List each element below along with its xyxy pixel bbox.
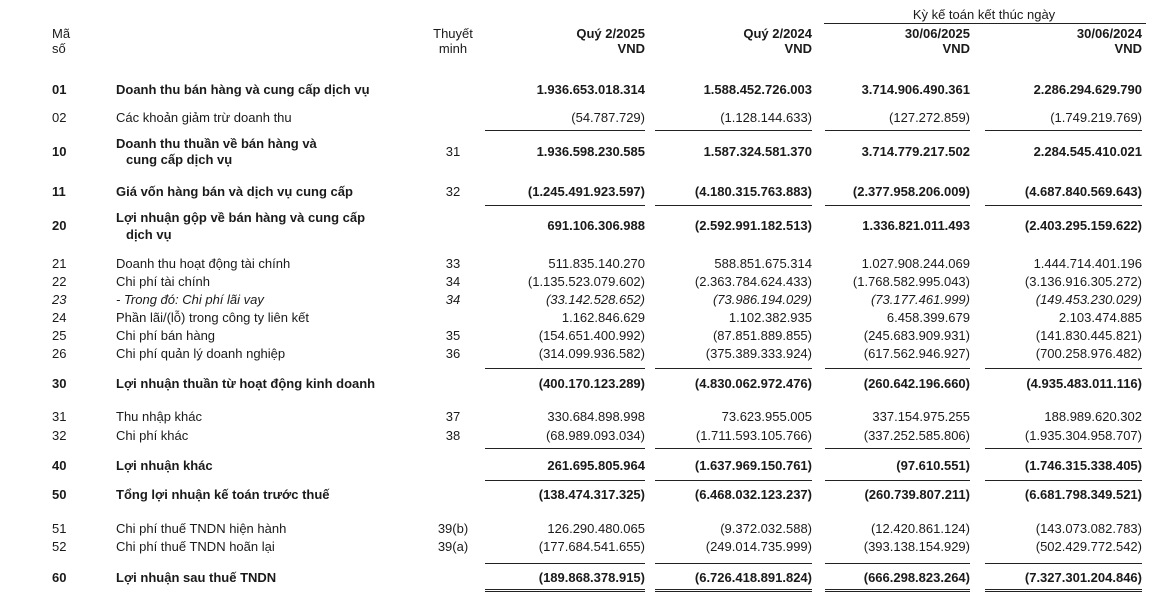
row-value: (7.327.301.204.846) [1024,570,1142,585]
note-header-line1: Thuyết [433,26,473,41]
grand-total-rule [485,589,645,592]
row-note: 39(b) [437,521,469,536]
row-note: 39(a) [437,539,469,554]
row-code: 20 [52,218,67,233]
col-ytd-2025-unit: VND [942,41,970,56]
subtotal-rule [485,368,645,369]
row-value: 1.102.382.935 [728,310,812,325]
row-note: 35 [445,328,461,343]
subtotal-rule [985,368,1142,369]
row-code: 24 [52,310,67,325]
row-label: - Trong đó: Chi phí lãi vay [116,292,264,307]
row-value: 511.835.140.270 [548,256,645,271]
row-label: Lợi nhuận khác [116,458,213,473]
row-value: (1.746.315.338.405) [1024,458,1142,473]
row-value: (149.453.230.029) [1035,292,1142,307]
row-value: (141.830.445.821) [1035,328,1142,343]
subtotal-rule [985,563,1142,564]
subtotal-rule [485,205,645,206]
subtotal-rule [985,205,1142,206]
row-value: 2.284.545.410.021 [1033,144,1142,159]
row-value: (2.403.295.159.622) [1024,218,1142,233]
row-label: Thu nhập khác [116,409,203,424]
row-value: (143.073.082.783) [1035,521,1142,536]
row-code: 30 [52,376,67,391]
row-code: 40 [52,458,67,473]
row-code: 25 [52,328,67,343]
row-code: 52 [52,539,67,554]
col-q2-2025-title: Quý 2/2025 [576,26,645,41]
subtotal-rule [985,480,1142,481]
row-value: 1.588.452.726.003 [703,82,812,97]
row-value: (1.749.219.769) [1050,110,1142,125]
row-value: 330.684.898.998 [547,409,645,424]
row-value: 3.714.906.490.361 [861,82,970,97]
row-value: (1.245.491.923.597) [527,184,645,199]
row-value: (249.014.735.999) [705,539,812,554]
row-value: 126.290.480.065 [547,521,645,536]
row-value: (73.986.194.029) [712,292,812,307]
row-code: 01 [52,82,67,97]
subtotal-rule [655,563,812,564]
row-value: 73.623.955.005 [721,409,812,424]
row-code: 60 [52,570,67,585]
row-label: Doanh thu bán hàng và cung cấp dịch vụ [116,82,370,97]
row-code: 10 [52,144,67,159]
code-header-line1: Mã [52,26,71,41]
row-value: (400.170.123.289) [538,376,645,391]
row-value: (337.252.585.806) [863,428,970,443]
row-code: 11 [52,184,66,199]
col-ytd-2025-title: 30/06/2025 [904,26,970,41]
period-group-underline [824,23,1146,24]
subtotal-rule [825,563,970,564]
col-ytd-2024-unit: VND [1114,41,1142,56]
row-label: Giá vốn hàng bán và dịch vụ cung cấp [116,184,353,199]
row-value: (4.687.840.569.643) [1024,184,1142,199]
period-group-header: Kỳ kế toán kết thúc ngày [912,7,1056,22]
subtotal-rule [655,480,812,481]
row-value: (189.868.378.915) [538,570,645,585]
row-value: 2.286.294.629.790 [1033,82,1142,97]
subtotal-rule [485,480,645,481]
row-note: 31 [445,144,461,159]
row-value: (12.420.861.124) [870,521,970,536]
row-value: 691.106.306.988 [547,218,645,233]
row-value: 588.851.675.314 [714,256,812,271]
row-label: Lợi nhuận thuần từ hoạt động kinh doanh [116,376,376,391]
row-value: 6.458.399.679 [886,310,970,325]
grand-total-rule [655,589,812,592]
subtotal-rule [485,130,645,131]
row-label: Chi phí quản lý doanh nghiệp [116,346,286,361]
row-label: Doanh thu hoạt động tài chính [116,256,291,271]
subtotal-rule [655,368,812,369]
row-label: Chi phí tài chính [116,274,210,289]
row-value: (177.684.541.655) [538,539,645,554]
row-value: (502.429.772.542) [1035,539,1142,554]
row-label: Lợi nhuận sau thuế TNDN [116,570,277,585]
row-value: (2.377.958.206.009) [852,184,970,199]
note-header-line2: minh [438,41,468,56]
row-value: 1.162.846.629 [561,310,645,325]
grand-total-rule [825,589,970,592]
row-value: (9.372.032.588) [720,521,812,536]
row-value: (245.683.909.931) [863,328,970,343]
row-label: Chi phí bán hàng [116,328,216,343]
row-value: 3.714.779.217.502 [861,144,970,159]
row-code: 22 [52,274,67,289]
subtotal-rule [655,130,812,131]
row-note: 34 [445,274,461,289]
row-code: 21 [52,256,67,271]
row-note: 33 [445,256,461,271]
row-value: (127.272.859) [889,110,970,125]
row-value: (617.562.946.927) [863,346,970,361]
row-value: (33.142.528.652) [545,292,645,307]
subtotal-rule [825,368,970,369]
row-value: (138.474.317.325) [538,487,645,502]
row-value: 1.936.653.018.314 [536,82,645,97]
row-label: Chi phí khác [116,428,189,443]
row-value: (4.935.483.011.116) [1026,376,1142,391]
row-value: (666.298.823.264) [863,570,970,585]
row-code: 51 [52,521,67,536]
row-label-continued: dịch vụ [126,227,172,242]
row-code: 26 [52,346,67,361]
subtotal-rule [825,480,970,481]
row-value: (314.099.936.582) [538,346,645,361]
row-value: (700.258.976.482) [1035,346,1142,361]
subtotal-rule [985,448,1142,449]
row-value: 1.336.821.011.493 [862,218,970,233]
col-ytd-2024-title: 30/06/2024 [1076,26,1142,41]
row-note: 37 [445,409,461,424]
row-value: 1.027.908.244.069 [861,256,970,271]
row-code: 50 [52,487,67,502]
row-value: (3.136.916.305.272) [1024,274,1142,289]
row-value: (4.830.062.972.476) [694,376,812,391]
row-value: 2.103.474.885 [1058,310,1142,325]
subtotal-rule [825,130,970,131]
row-label: Tổng lợi nhuận kế toán trước thuế [116,487,330,502]
row-value: (1.135.523.079.602) [527,274,645,289]
grand-total-rule [985,589,1142,592]
row-label: Các khoản giảm trừ doanh thu [116,110,292,125]
row-value: (6.726.418.891.824) [694,570,812,585]
row-value: 337.154.975.255 [872,409,970,424]
row-value: (97.610.551) [896,458,970,473]
row-label: Doanh thu thuần về bán hàng và [116,136,317,151]
subtotal-rule [825,448,970,449]
row-note: 38 [445,428,461,443]
row-value: 188.989.620.302 [1044,409,1142,424]
row-note: 36 [445,346,461,361]
row-value: 1.444.714.401.196 [1033,256,1142,271]
row-value: (375.389.333.924) [705,346,812,361]
subtotal-rule [655,448,812,449]
col-q2-2025-unit: VND [617,41,645,56]
row-value: (154.651.400.992) [538,328,645,343]
row-value: (73.177.461.999) [870,292,970,307]
row-value: (4.180.315.763.883) [694,184,812,199]
row-value: (54.787.729) [571,110,645,125]
row-value: (1.711.593.105.766) [695,428,812,443]
row-value: (393.138.154.929) [863,539,970,554]
row-value: (1.935.304.958.707) [1024,428,1142,443]
row-value: 261.695.805.964 [547,458,645,473]
row-value: (6.681.798.349.521) [1024,487,1142,502]
row-label-continued: cung cấp dịch vụ [126,152,233,167]
row-value: 1.936.598.230.585 [536,144,645,159]
subtotal-rule [825,205,970,206]
subtotal-rule [485,448,645,449]
row-value: (2.363.784.624.433) [694,274,812,289]
row-value: (1.637.969.150.761) [694,458,812,473]
row-value: (2.592.991.182.513) [694,218,812,233]
code-header-line2: số [52,41,66,56]
row-label: Chi phí thuế TNDN hiện hành [116,521,287,536]
row-note: 34 [445,292,461,307]
row-value: (6.468.032.123.237) [694,487,812,502]
row-code: 32 [52,428,67,443]
subtotal-rule [985,130,1142,131]
col-q2-2024-title: Quý 2/2024 [743,26,812,41]
col-q2-2024-unit: VND [784,41,812,56]
row-value: (68.989.093.034) [545,428,645,443]
row-value: (87.851.889.855) [712,328,812,343]
row-code: 31 [52,409,67,424]
subtotal-rule [655,205,812,206]
row-value: (1.768.582.995.043) [852,274,970,289]
row-value: (1.128.144.633) [720,110,812,125]
row-code: 23 [52,292,67,307]
subtotal-rule [485,563,645,564]
row-label: Lợi nhuận gộp về bán hàng và cung cấp [116,210,366,225]
row-label: Phần lãi/(lỗ) trong công ty liên kết [116,310,309,325]
row-value: 1.587.324.581.370 [703,144,812,159]
row-value: (260.642.196.660) [863,376,970,391]
row-note: 32 [445,184,461,199]
row-value: (260.739.807.211) [864,487,970,502]
row-label: Chi phí thuế TNDN hoãn lại [116,539,275,554]
row-code: 02 [52,110,67,125]
